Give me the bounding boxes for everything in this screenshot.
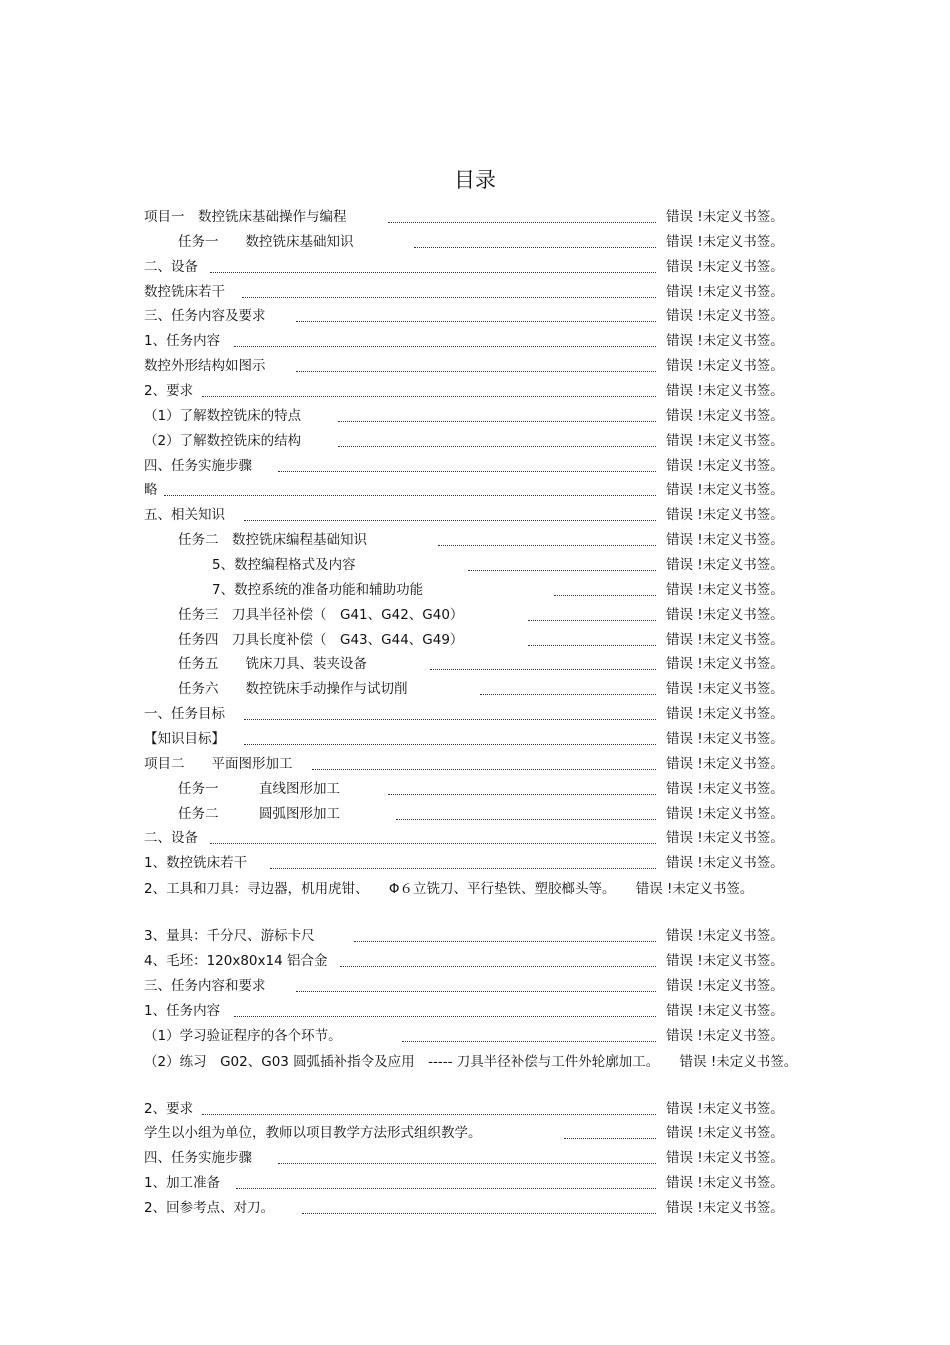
toc-entry-label: 三、任务内容和要求: [144, 977, 266, 994]
toc-entry[interactable]: [144, 702, 800, 727]
toc-entry-label: 1、数控铣床若干: [144, 855, 248, 872]
table-of-contents: [144, 205, 800, 1221]
toc-entry[interactable]: [144, 404, 800, 429]
toc-entry[interactable]: [144, 752, 800, 777]
toc-entry-label: 略: [144, 482, 158, 499]
toc-entry[interactable]: [144, 677, 800, 702]
toc-entry-label: 2、回参考点、对刀。: [144, 1199, 275, 1216]
toc-entry[interactable]: [144, 379, 800, 404]
toc-page-ref: 错误 !未定义书签。: [666, 1002, 784, 1019]
toc-page-ref: 错误 !未定义书签。: [666, 805, 784, 822]
toc-page-ref: 错误 !未定义书签。: [666, 457, 784, 474]
toc-dot-leader: [564, 1121, 656, 1139]
toc-dot-leader: [164, 478, 656, 496]
toc-page-ref: 错误 !未定义书签。: [666, 755, 784, 772]
toc-page-ref: 错误 !未定义书签。: [666, 855, 784, 872]
toc-entry-label: 7、数控系统的准备功能和辅助功能: [212, 581, 424, 598]
toc-entry-label: （2）了解数控铣床的结构: [144, 432, 302, 449]
toc-page-ref: 错误 !未定义书签。: [666, 532, 784, 549]
toc-entry-label: 【知识目标】: [144, 731, 225, 748]
toc-page-ref: 错误 !未定义书签。: [666, 383, 784, 400]
toc-dot-leader: [468, 553, 656, 571]
toc-entry[interactable]: [144, 304, 800, 329]
toc-page-ref: 错误 !未定义书签。: [666, 780, 784, 797]
toc-dot-leader: [244, 503, 656, 521]
toc-page-ref: 错误 !未定义书签。: [666, 1100, 784, 1117]
toc-page-ref: 错误 !未定义书签。: [666, 557, 784, 574]
toc-dot-leader: [210, 826, 656, 844]
toc-page-ref: 错误 !未定义书签。: [666, 209, 784, 225]
toc-page-ref: 错误 !未定义书签。: [666, 507, 784, 524]
toc-entry[interactable]: [144, 429, 800, 454]
toc-dot-leader: [234, 329, 656, 347]
toc-page-ref: 错误 !未定义书签。: [666, 333, 784, 350]
toc-dot-leader: [244, 702, 656, 720]
toc-entry-label: 1、任务内容: [144, 1002, 221, 1019]
toc-entry[interactable]: [144, 1146, 800, 1171]
toc-dot-leader: [338, 404, 656, 422]
toc-dot-leader: [210, 255, 656, 273]
toc-entry[interactable]: [144, 553, 800, 578]
toc-entry-label: 五、相关知识: [144, 507, 225, 524]
toc-page-ref: 错误 !未定义书签。: [666, 308, 784, 325]
toc-page-ref: 错误 !未定义书签。: [666, 1125, 784, 1142]
toc-entry[interactable]: [144, 949, 800, 974]
toc-entry-label: 1、加工准备: [144, 1175, 221, 1192]
toc-entry-label: 任务五 铣床刀具、装夹设备: [178, 656, 367, 673]
toc-dot-leader: [354, 924, 656, 942]
toc-entry[interactable]: [144, 578, 800, 603]
toc-entry[interactable]: [144, 727, 800, 752]
toc-dot-leader: [388, 777, 656, 795]
toc-entry[interactable]: [144, 1171, 800, 1196]
toc-entry[interactable]: [144, 503, 800, 528]
toc-title: 目录: [454, 168, 496, 192]
toc-dot-leader: [202, 379, 656, 397]
toc-dot-leader: [270, 851, 656, 869]
toc-dot-leader: [296, 304, 656, 322]
toc-entry-label: 任务二 数控铣床编程基础知识: [178, 532, 367, 549]
toc-page-ref: 错误 !未定义书签。: [666, 631, 784, 648]
toc-entry[interactable]: [144, 802, 800, 827]
toc-page-ref: 错误 !未定义书签。: [666, 953, 784, 970]
toc-page-ref: 错误 !未定义书签。: [666, 432, 784, 449]
toc-entry[interactable]: [144, 826, 800, 851]
toc-entry-label: 任务一 直线图形加工: [178, 780, 340, 797]
toc-dot-leader: [296, 974, 656, 992]
toc-page-ref: 错误 !未定义书签。: [666, 407, 784, 424]
toc-entry[interactable]: [144, 628, 800, 653]
toc-dot-leader: [396, 802, 656, 820]
toc-entry[interactable]: [144, 999, 800, 1024]
toc-entry-label: 任务四 刀具长度补偿（ G43、G44、G49）: [178, 631, 464, 648]
toc-entry-label: 数控铣床若干: [144, 283, 225, 300]
toc-dot-leader: [528, 603, 656, 621]
toc-dot-leader: [296, 354, 656, 372]
toc-entry[interactable]: [144, 1097, 800, 1122]
toc-entry-label: 3、量具：千分尺、游标卡尺: [144, 928, 315, 945]
toc-dot-leader: [340, 949, 656, 967]
toc-dot-leader: [480, 677, 656, 695]
toc-entry-label: （1）学习验证程序的各个环节。: [144, 1027, 342, 1044]
toc-entry[interactable]: [144, 924, 800, 949]
toc-entry[interactable]: [144, 1024, 800, 1049]
toc-dot-leader: [302, 1196, 656, 1214]
toc-entry-label: 项目二 平面图形加工: [144, 755, 293, 772]
toc-dot-leader: [438, 528, 656, 546]
toc-entry[interactable]: [144, 329, 800, 354]
toc-entry[interactable]: [144, 1196, 800, 1221]
toc-page-ref: 错误 !未定义书签。: [666, 482, 784, 499]
toc-page-ref: 错误 !未定义书签。: [666, 581, 784, 598]
toc-entry-label: 三、任务内容及要求: [144, 308, 266, 325]
toc-entry[interactable]: [144, 454, 800, 479]
toc-dot-leader: [234, 999, 656, 1017]
toc-page-ref: 错误 !未定义书签。: [666, 656, 784, 673]
toc-page-ref: 错误 !未定义书签。: [666, 1027, 784, 1044]
toc-entry-label: 任务二 圆弧图形加工: [178, 805, 340, 822]
toc-dot-leader: [430, 652, 656, 670]
toc-dot-leader: [402, 1024, 656, 1042]
toc-dot-leader: [202, 1097, 656, 1115]
toc-page-ref: 错误 !未定义书签。: [666, 928, 784, 945]
toc-entry[interactable]: [144, 205, 800, 230]
toc-page-ref: 错误 !未定义书签。: [666, 706, 784, 723]
toc-entry[interactable]: [144, 603, 800, 628]
toc-page-ref: 错误 !未定义书签。: [666, 1175, 784, 1192]
toc-page-ref: 错误 !未定义书签。: [666, 830, 784, 847]
toc-entry[interactable]: [144, 528, 800, 553]
toc-dot-leader: [278, 1146, 656, 1164]
toc-entry[interactable]: [144, 974, 800, 999]
toc-entry[interactable]: [144, 851, 800, 876]
toc-entry-label: 任务一 数控铣床基础知识: [178, 233, 354, 250]
toc-page-ref: 错误 !未定义书签。: [666, 977, 784, 994]
toc-entry-label: 2、要求: [144, 383, 194, 400]
toc-dot-leader: [338, 429, 656, 447]
toc-dot-leader: [388, 205, 656, 223]
toc-entry[interactable]: [144, 280, 800, 305]
toc-entry-label: 2、工具和刀具：寻边器，机用虎钳、 Φ６立铣刀、平行垫铁、塑胶榔头等。 错误 !未定义书签。: [144, 881, 754, 898]
toc-page-ref: 错误 !未定义书签。: [666, 681, 784, 698]
toc-dot-leader: [554, 578, 656, 596]
toc-entry-label: 4、毛坯：120x80x14 铝合金: [144, 953, 328, 970]
toc-entry-label: 四、任务实施步骤: [144, 457, 252, 474]
toc-dot-leader: [244, 727, 656, 745]
toc-entry[interactable]: [144, 1121, 800, 1146]
toc-dot-leader: [236, 1171, 656, 1189]
toc-page-ref: 错误 !未定义书签。: [666, 1150, 784, 1167]
toc-page-ref: 错误 !未定义书签。: [666, 258, 784, 275]
toc-entry-label: 项目一 数控铣床基础操作与编程: [144, 209, 347, 225]
toc-page-ref: 错误 !未定义书签。: [666, 731, 784, 748]
toc-entry-label: 2、要求: [144, 1100, 194, 1117]
toc-page-ref: 错误 !未定义书签。: [666, 233, 784, 250]
toc-page-ref: 错误 !未定义书签。: [666, 1199, 784, 1216]
toc-dot-leader: [414, 230, 656, 248]
toc-entry[interactable]: [144, 478, 800, 503]
toc-dot-leader: [528, 628, 656, 646]
toc-dot-leader: [278, 454, 656, 472]
toc-entry-label: 二、设备: [144, 258, 198, 275]
toc-entry[interactable]: [144, 876, 800, 924]
toc-entry[interactable]: [144, 255, 800, 280]
toc-entry-label: 5、数控编程格式及内容: [212, 557, 356, 574]
toc-entry-label: 数控外形结构如图示: [144, 358, 266, 375]
toc-entry[interactable]: [144, 1049, 800, 1097]
toc-entry-label: 任务六 数控铣床手动操作与试切削: [178, 681, 408, 698]
toc-page-ref: 错误 !未定义书签。: [666, 358, 784, 375]
toc-page-ref: 错误 !未定义书签。: [666, 606, 784, 623]
toc-dot-leader: [312, 752, 656, 770]
toc-entry[interactable]: [144, 230, 800, 255]
toc-entry-label: 二、设备: [144, 830, 198, 847]
toc-entry-label: 一、任务目标: [144, 706, 225, 723]
toc-page-ref: 错误 !未定义书签。: [666, 283, 784, 300]
toc-entry-label: 1、任务内容: [144, 333, 221, 350]
toc-entry-label: （1）了解数控铣床的特点: [144, 407, 302, 424]
toc-entry-label: 学生以小组为单位，教师以项目教学方法形式组织教学。: [144, 1125, 482, 1142]
toc-entry-label: （2）练习 G02、G03 圆弧插补指令及应用 ----- 刀具半径补偿与工件外轮廓加工。 错误 !未定义书签。: [144, 1053, 798, 1070]
toc-entry-label: 四、任务实施步骤: [144, 1150, 252, 1167]
toc-entry[interactable]: [144, 652, 800, 677]
toc-entry-label: 任务三 刀具半径补偿（ G41、G42、G40）: [178, 606, 464, 623]
toc-entry[interactable]: [144, 777, 800, 802]
toc-entry[interactable]: [144, 354, 800, 379]
toc-dot-leader: [242, 280, 656, 298]
